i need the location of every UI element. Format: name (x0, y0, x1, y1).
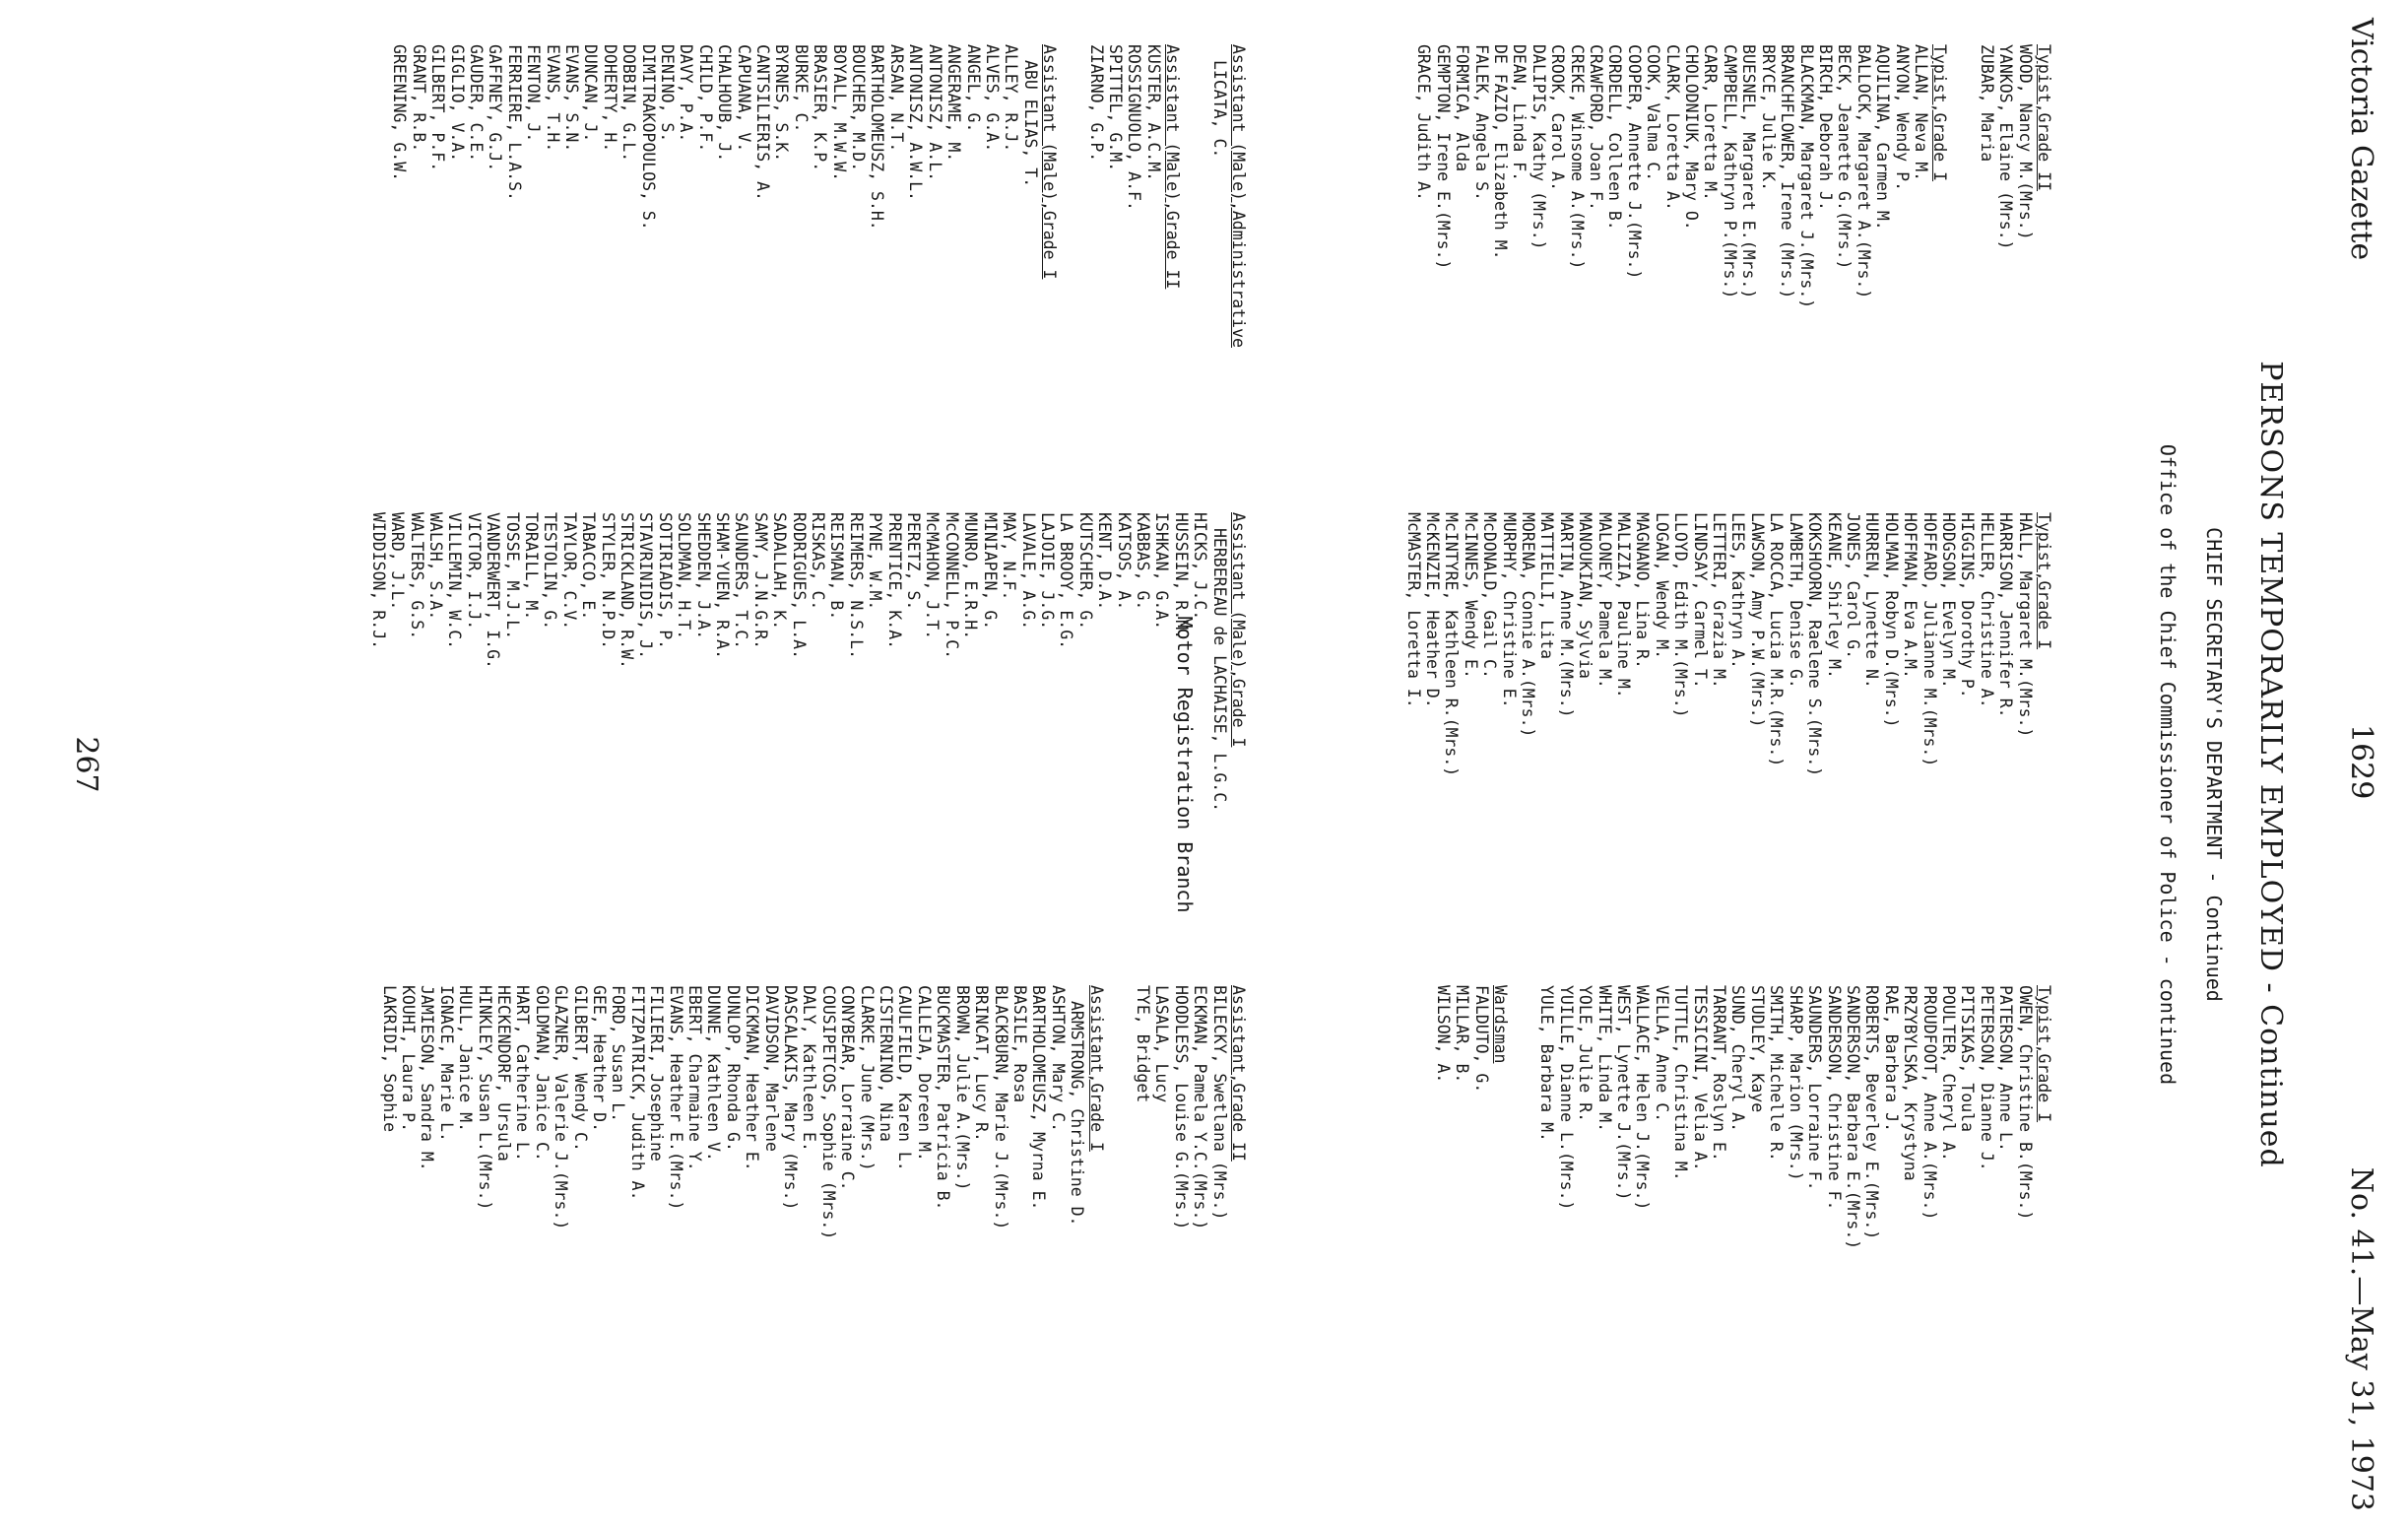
employee-name: SAMY, J.N.G.R. (750, 512, 770, 650)
employee-name: McDONALD, Gail C. (1480, 512, 1500, 679)
employee-name: KOKSHOORN, Raelene S.(Mrs.) (1805, 512, 1825, 777)
employee-name: BILECKY, Swetlana (Mrs.) (1209, 985, 1229, 1221)
employee-name: MALONEY, Pamela M. (1594, 512, 1614, 689)
employee-name: DAVY, P.A. (677, 44, 696, 143)
employee-name: ISHKAN, G.A. (1152, 512, 1172, 631)
employee-name: RODRIGUES, L.A. (789, 512, 809, 660)
employee-name: ARMSTRONG, Christine D. (1068, 1001, 1087, 1227)
employee-name: ALLAN, Neva M. (1911, 44, 1930, 182)
employee-name: ANGERAME, M. (944, 44, 964, 163)
grade-heading: Assistant (Male),Grade I (1040, 44, 1060, 280)
employee-name: BRINCAT, Lucy R. (972, 985, 992, 1142)
employee-name: DOHERTY, H. (600, 44, 619, 153)
employee-name: SHARP, Marion (Mrs.) (1786, 985, 1805, 1181)
employee-name: LICATA, C. (1209, 60, 1229, 159)
employee-name: STRICKLAND, R.W. (618, 512, 636, 669)
employee-name: BUCKMASTER, Patricia B. (934, 985, 953, 1211)
grade-heading: Typist,Grade I (2035, 512, 2053, 650)
employee-name: ASHTON, Mary C. (1048, 985, 1068, 1133)
office-heading: Office of the Chief Commissioner of Police - continued (2156, 443, 2180, 1086)
employee-name: CORDELL, Colleen B. (1605, 44, 1625, 231)
employee-name: KENT, D.A. (1095, 512, 1115, 611)
employee-name: MAGNANO, Lina R. (1633, 512, 1653, 669)
employee-name: CHALHOUB, J. (715, 44, 735, 163)
column-2-lower (341, 512, 1248, 812)
employee-name: DOBBIN, G.L. (619, 44, 639, 163)
employee-name: TAYLOR, C.V. (559, 512, 579, 631)
gazette-title: Victoria Gazette (2344, 18, 2378, 261)
column-3-lower (352, 985, 1248, 1239)
personnel-section (368, 512, 1248, 812)
employee-name: ROSSIGNUOLO, A.F. (1125, 44, 1144, 211)
employee-name: BUESNEL, Margaret E.(Mrs.) (1739, 44, 1759, 299)
employee-name: CAMPBELL, Kathryn P.(Mrs.) (1720, 44, 1739, 299)
employee-name: WALTERS, G.S. (407, 512, 426, 640)
employee-name: BOYALL, M.W.W. (829, 44, 849, 182)
employee-name: SAUNDERS, T.C. (732, 512, 751, 650)
document-title: PERSONS TEMPORARILY EMPLOYED - Continued (2253, 361, 2288, 1168)
employee-name: LASALA, Lucy (1152, 985, 1172, 1103)
employee-name: BALLOCK, Margaret A.(Mrs.) (1854, 44, 1873, 299)
grade-heading: Assistant,Grade II (1229, 985, 1248, 1162)
personnel-section (1537, 985, 2053, 1249)
employee-name: LEES, Kathryn A. (1728, 512, 1748, 669)
employee-name: SANDERSON, Christine F. (1824, 985, 1844, 1211)
employee-name: GEE, Heather D. (590, 985, 609, 1133)
employee-name: HERBEREAU de LACHAISE, L.G.C. (1209, 528, 1229, 813)
employee-name: FENTON, J. (524, 44, 544, 143)
employee-name: CAULFIELD, Karen L. (895, 985, 915, 1171)
employee-name: TOSSE, M.J.L. (502, 512, 522, 640)
employee-name: WOOD, Nancy M.(Mrs.) (2015, 44, 2035, 240)
employee-name: STUDLEY, Kaye (1747, 985, 1767, 1113)
employee-name: FALEK, Angela S. (1471, 44, 1491, 201)
employee-name: YUILLE, Dianne L.(Mrs.) (1556, 985, 1576, 1211)
employee-name: MATTIELLI, Lita (1537, 512, 1557, 660)
employee-name: DENINO, S. (658, 44, 678, 143)
employee-name: BECK, Jeanette G.(Mrs.) (1835, 44, 1855, 270)
personnel-section (1209, 44, 1248, 348)
employee-name: HURREN, Lynette N. (1862, 512, 1882, 689)
employee-name: ECKMAN, Pamela Y.C.(Mrs.) (1191, 985, 1210, 1230)
employee-name: FILIERI, Josephine (647, 985, 667, 1162)
employee-name: CONYBEAR, Lorraine C. (838, 985, 858, 1191)
column-1-upper (1387, 44, 2053, 308)
employee-name: EVANS, T.H. (543, 44, 562, 153)
employee-name: VILLEMIN, W.C. (445, 512, 465, 650)
grade-heading: Typist,Grade I (2035, 985, 2053, 1123)
employee-name: BROWN, Julie A.(Mrs.) (952, 985, 972, 1191)
employee-name: LOGAN, Wendy M. (1652, 512, 1671, 660)
employee-name: ANYON, Wendy P. (1892, 44, 1912, 192)
employee-name: HUSSEIN, R.M. (1171, 512, 1191, 640)
employee-name: KABBAS, G. (1133, 512, 1152, 611)
employee-name: ANTONISZ, A.L. (925, 44, 944, 182)
employee-name: FORMICA, Alda (1453, 44, 1472, 172)
issue-info: No. 41.—May 31, 1973 (2344, 1166, 2378, 1511)
employee-name: IGNACE, Marie L. (436, 985, 456, 1142)
employee-name: BIRCH, Deborah J. (1815, 44, 1835, 211)
employee-name: SHEDDEN, J.A. (693, 512, 713, 640)
employee-name: LAMBETH, Denise G. (1786, 512, 1805, 689)
employee-name: FALDUTO, G. (1471, 985, 1491, 1094)
employee-name: TESSICINI, Velia A. (1690, 985, 1710, 1171)
employee-name: PRZYBYLSKA, Krystyna (1901, 985, 1920, 1181)
employee-name: PYNE, W.M. (866, 512, 885, 611)
employee-name: ALVES, G.A. (982, 44, 1002, 153)
employee-name: SPITTEL, G.M. (1105, 44, 1125, 172)
employee-name: SHAM-YUEN, R.A. (713, 512, 733, 660)
employee-name: McINTYRE, Kathleen R.(Mrs.) (1442, 512, 1462, 777)
personnel-section (1134, 985, 1248, 1239)
employee-name: McKENZIE, Heather D. (1423, 512, 1442, 708)
employee-name: EVANS, S.N. (562, 44, 581, 153)
employee-name: DASCALAKIS, Mary (Mrs.) (781, 985, 801, 1211)
employee-name: YANKOS, Elaine (Mrs.) (1996, 44, 2016, 250)
employee-name: McINNES, Wendy E. (1461, 512, 1480, 679)
employee-name: DEAN, Linda F. (1510, 44, 1529, 182)
grade-heading: Assistant (Male),Grade I (1229, 512, 1248, 748)
employee-name: SAUNDERS, Lorraine F. (1805, 985, 1825, 1191)
employee-name: HART, Catherine L. (513, 985, 533, 1162)
employee-name: HELLER, Christine A. (1977, 512, 1996, 708)
employee-name: CISTERNINO, Nina (877, 985, 896, 1142)
column-3-upper (1405, 985, 2053, 1249)
employee-name: OWEN, Christine B.(Mrs.) (2015, 985, 2035, 1221)
grade-heading: Assistant (Male),Grade II (1163, 44, 1183, 290)
employee-name: DALIPIS, Kathy (Mrs.) (1529, 44, 1548, 250)
employee-name: HALL, Margaret M.(Mrs.) (2015, 512, 2035, 738)
employee-name: CROOK, Carol A. (1548, 44, 1568, 192)
grade-heading: Wardsman (1491, 985, 1511, 1064)
employee-name: KATSOS, A. (1114, 512, 1134, 611)
employee-name: PITSIKAS, Toula (1958, 985, 1978, 1133)
employee-name: WHITE, Linda M. (1594, 985, 1614, 1133)
employee-name: GAFFNEY, G.J. (486, 44, 505, 172)
employee-name: BLACKMAN, Margaret J.(Mrs.) (1796, 44, 1816, 309)
personnel-section (1414, 44, 1949, 308)
employee-name: HIGGINS, Dorothy P. (1958, 512, 1978, 698)
employee-name: MALIZIA, Pauline M. (1614, 512, 1634, 698)
personnel-section (1977, 44, 2053, 308)
employee-name: HULL, Janice M. (456, 985, 476, 1133)
employee-name: ROBERTS, Beverley E.(Mrs.) (1862, 985, 1882, 1240)
employee-name: GLAZNER, Valerie J.(Mrs.) (552, 985, 571, 1230)
employee-name: HOFFARD, Julianne M.(Mrs.) (1920, 512, 1939, 767)
employee-name: GRACE, Judith A. (1414, 44, 1434, 201)
employee-name: STYLER, N.P.D. (598, 512, 618, 650)
employee-name: HOFFMAN, Eva A.M. (1901, 512, 1920, 679)
employee-name: COOPER, Annette J.(Mrs.) (1624, 44, 1644, 280)
employee-name: JONES, Carol G. (1843, 512, 1862, 660)
employee-name: PROUDFOOT, Anne A.(Mrs.) (1920, 985, 1939, 1221)
employee-name: FITZPATRICK, Judith A. (627, 985, 647, 1201)
employee-name: YULE, Barbara M. (1537, 985, 1557, 1142)
employee-name: RAE, Barbara J. (1881, 985, 1901, 1133)
employee-name: PETERSON, Dianne J. (1977, 985, 1996, 1171)
employee-name: KUTSCHER, G. (1075, 512, 1095, 631)
employee-name: LA ROCCA, Lucia M.R.(Mrs.) (1767, 512, 1787, 767)
employee-name: DUNNE, Kathleen V. (704, 985, 724, 1162)
employee-name: MUNRO, E.R.H. (961, 512, 981, 640)
employee-name: AQUILINA, Carmen M. (1873, 44, 1893, 231)
employee-name: BASILE, Rosa (1009, 985, 1029, 1103)
employee-name: CLARKE, June (Mrs.) (857, 985, 877, 1171)
employee-name: MINIAPEN, G. (980, 512, 1000, 631)
employee-name: BRYCE, Julie K. (1758, 44, 1778, 192)
employee-name: TABACCO, E. (579, 512, 599, 621)
employee-name: MAY, N.F. (1000, 512, 1019, 601)
employee-name: BRANCHFLOWER, Irene (Mrs.) (1778, 44, 1797, 299)
page-stamp-number: 267 (69, 736, 103, 793)
employee-name: WEST, Lynette J.(Mrs.) (1614, 985, 1634, 1201)
personnel-section (1433, 985, 1510, 1249)
employee-name: SADALLAH, K. (770, 512, 790, 631)
employee-name: TYE, Bridget (1133, 985, 1152, 1103)
employee-name: HARRISON, Jennifer R. (1996, 512, 2016, 718)
employee-name: VICTOR, I.J. (464, 512, 484, 631)
employee-name: KEANE, Shirley M. (1824, 512, 1844, 679)
employee-name: FORD, Susan L. (609, 985, 628, 1123)
employee-name: LLOYD, Edith M.(Mrs.) (1671, 512, 1691, 718)
employee-name: CHOLODNIUK, Mary O. (1682, 44, 1702, 231)
employee-name: VANDERWERT, I.G. (484, 512, 503, 669)
employee-name: WIDDISON, R.J. (368, 512, 388, 650)
employee-name: BYRNES, S.K. (772, 44, 792, 163)
employee-name: SOTIRIADIS, P. (655, 512, 675, 650)
employee-name: ARSAN, N.T. (886, 44, 906, 153)
grade-heading: Typist,Grade II (2035, 44, 2053, 192)
employee-name: SANDERSON, Barbara E.(Mrs.) (1843, 985, 1862, 1250)
employee-name: DUNCAN, J. (581, 44, 601, 143)
employee-name: RISKAS, C. (809, 512, 828, 611)
employee-name: EVANS, Heather E.(Mrs.) (666, 985, 685, 1211)
employee-name: GEMPTON, Irene E.(Mrs.) (1433, 44, 1453, 270)
employee-name: DUNLOP, Rhonda G. (723, 985, 743, 1152)
employee-name: PATERSON, Anne L. (1996, 985, 2016, 1152)
employee-name: HODGSON, Evelyn M. (1938, 512, 1958, 689)
column-2-upper (1376, 512, 2053, 776)
employee-name: BRASIER, K.P. (811, 44, 830, 172)
employee-name: MANOUKIAN, Sylvia (1576, 512, 1595, 679)
personnel-section (1403, 512, 2053, 776)
employee-name: CANTSILIERIS, A. (753, 44, 773, 201)
employee-name: CLARK, Loretta A. (1662, 44, 1682, 211)
employee-name: HOODLESS, Louise G.(Mrs.) (1171, 985, 1191, 1230)
employee-name: McMAHON, J.T. (923, 512, 943, 640)
employee-name: LINDSAY, Carmel T. (1690, 512, 1710, 689)
employee-name: REIMERS, N.S.L. (846, 512, 866, 660)
employee-name: LETTERI, Grazia M. (1710, 512, 1729, 689)
employee-name: CARR, Loretta M. (1701, 44, 1721, 201)
personnel-section (390, 44, 1059, 348)
employee-name: WILSON, A. (1433, 985, 1453, 1084)
employee-name: WALSH, S.A. (425, 512, 445, 621)
employee-name: MURPHY, Christine E. (1499, 512, 1519, 708)
employee-name: WARD, J.L. (388, 512, 408, 611)
employee-name: GREENING, G.W. (390, 44, 410, 182)
branch-heading: Motor Registration Branch (1173, 616, 1197, 913)
employee-name: GILBERT, P.F. (428, 44, 448, 172)
employee-name: DALY, Kathleen E. (800, 985, 819, 1152)
employee-name: COUSIPETCOS, Sophie (Mrs.) (818, 985, 838, 1240)
employee-name: MORENA, Connie A.(Mrs.) (1519, 512, 1538, 738)
employee-name: TORAILL, M. (521, 512, 541, 621)
employee-name: HOLMAN, Robyn D.(Mrs.) (1881, 512, 1901, 728)
personnel-section (1086, 44, 1182, 348)
employee-name: HICKS, J.C. (1191, 512, 1210, 621)
employee-name: REISMAN, B. (827, 512, 847, 621)
employee-name: CRAWFORD, Joan F. (1587, 44, 1606, 211)
employee-name: FERRIERE, L.A.S. (504, 44, 524, 201)
employee-name: CREKE, Winsome A.(Mrs.) (1567, 44, 1587, 270)
personnel-section (379, 985, 1105, 1239)
employee-name: McMASTER, Loretta I. (1403, 512, 1423, 708)
column-1-lower (362, 44, 1248, 348)
employee-name: ANGEL, G. (963, 44, 983, 133)
employee-name: LAKRIDI, Sophie (379, 985, 399, 1133)
employee-name: GAUDER, C.E. (466, 44, 486, 163)
employee-name: BURKE, C. (791, 44, 811, 133)
grade-heading: Assistant (Male),Administrative (1229, 44, 1248, 348)
employee-name: JAMIESON, Sandra M. (418, 985, 437, 1171)
employee-name: PERETZ, S. (904, 512, 924, 611)
employee-name: MARTIN, Anne M.(Mrs.) (1556, 512, 1576, 718)
employee-name: GIGLIO, V.A. (447, 44, 467, 163)
employee-name: LAVALE, A.G. (1018, 512, 1038, 631)
employee-name: WALLACE, Helen J.(Mrs.) (1633, 985, 1653, 1211)
employee-name: ALLEY, R.J. (1002, 44, 1021, 153)
department-heading: CHIEF SECRETARY'S DEPARTMENT - Continued (2202, 527, 2226, 1002)
employee-name: ZUBAR, Maria (1977, 44, 1996, 163)
employee-name: TESTOLIN, G. (541, 512, 560, 631)
employee-name: BARTHOLOMEUSZ, S.H. (868, 44, 887, 231)
employee-name: PRENTICE, K.A. (884, 512, 904, 650)
employee-name: BOUCHER, M.D. (849, 44, 869, 172)
employee-name: HECKENDORF, Ursula (493, 985, 513, 1162)
employee-name: LAWSON, Amy P.W.(Mrs.) (1747, 512, 1767, 728)
employee-name: GOLDMAN, Janice C. (532, 985, 552, 1162)
employee-name: STAVRINIDIS, J. (636, 512, 656, 660)
employee-name: SOLDMAN, H.T. (675, 512, 694, 640)
employee-name: DIMITRAKOPOULOS, S. (638, 44, 658, 231)
grade-heading: Typist,Grade I (1930, 44, 1950, 182)
employee-name: LA BROOY, E.G. (1057, 512, 1076, 650)
employee-name: POULTER, Cheryl A. (1938, 985, 1958, 1162)
employee-name: GILBERT, Wendy C. (570, 985, 590, 1152)
employee-name: ABU ELIAS, T. (1020, 60, 1040, 188)
employee-name: KUSTER, A.C.M. (1143, 44, 1163, 182)
employee-name: BARTHOLOMEUSZ, Myrna E. (1029, 985, 1049, 1211)
employee-name: TUTTLE, Christina M. (1671, 985, 1691, 1181)
employee-name: SUND, Cheryl A. (1728, 985, 1748, 1133)
employee-name: BLACKBURN, Marie J.(Mrs.) (991, 985, 1010, 1230)
employee-name: ANTONISZ, A.W.L. (906, 44, 926, 201)
page-number: 1629 (2344, 724, 2378, 800)
employee-name: DE FAZIO, Elizabeth M. (1491, 44, 1511, 260)
employee-name: McCONNELL, P.C. (942, 512, 961, 660)
employee-name: MILLAR, B. (1453, 985, 1472, 1084)
employee-name: VELLA, Anne C. (1652, 985, 1671, 1123)
grade-heading: Assistant,Grade I (1086, 985, 1106, 1152)
employee-name: CALLEJA, Doreen M. (914, 985, 934, 1162)
employee-name: CAPUANA, V. (734, 44, 753, 153)
employee-name: YOLE, Julie R. (1576, 985, 1595, 1123)
employee-name: DAVIDSON, Marlene (761, 985, 781, 1152)
employee-name: DICKMAN, Heather E. (743, 985, 762, 1171)
employee-name: COOK, Valma C. (1644, 44, 1663, 182)
employee-name: LAJOIE, J.G. (1037, 512, 1057, 631)
employee-name: HINKLEY, Susan L.(Mrs.) (475, 985, 494, 1211)
employee-name: KOUHI, Laura P. (398, 985, 418, 1133)
employee-name: TARRANT, Roslyn E. (1710, 985, 1729, 1162)
employee-name: CHILD, P.F. (695, 44, 715, 153)
employee-name: GRANT, R.B. (409, 44, 428, 153)
employee-name: EBERT, Charmaine Y. (685, 985, 705, 1171)
employee-name: ZIARNO, G.P. (1086, 44, 1106, 163)
employee-name: SMITH, Michelle R. (1767, 985, 1787, 1162)
